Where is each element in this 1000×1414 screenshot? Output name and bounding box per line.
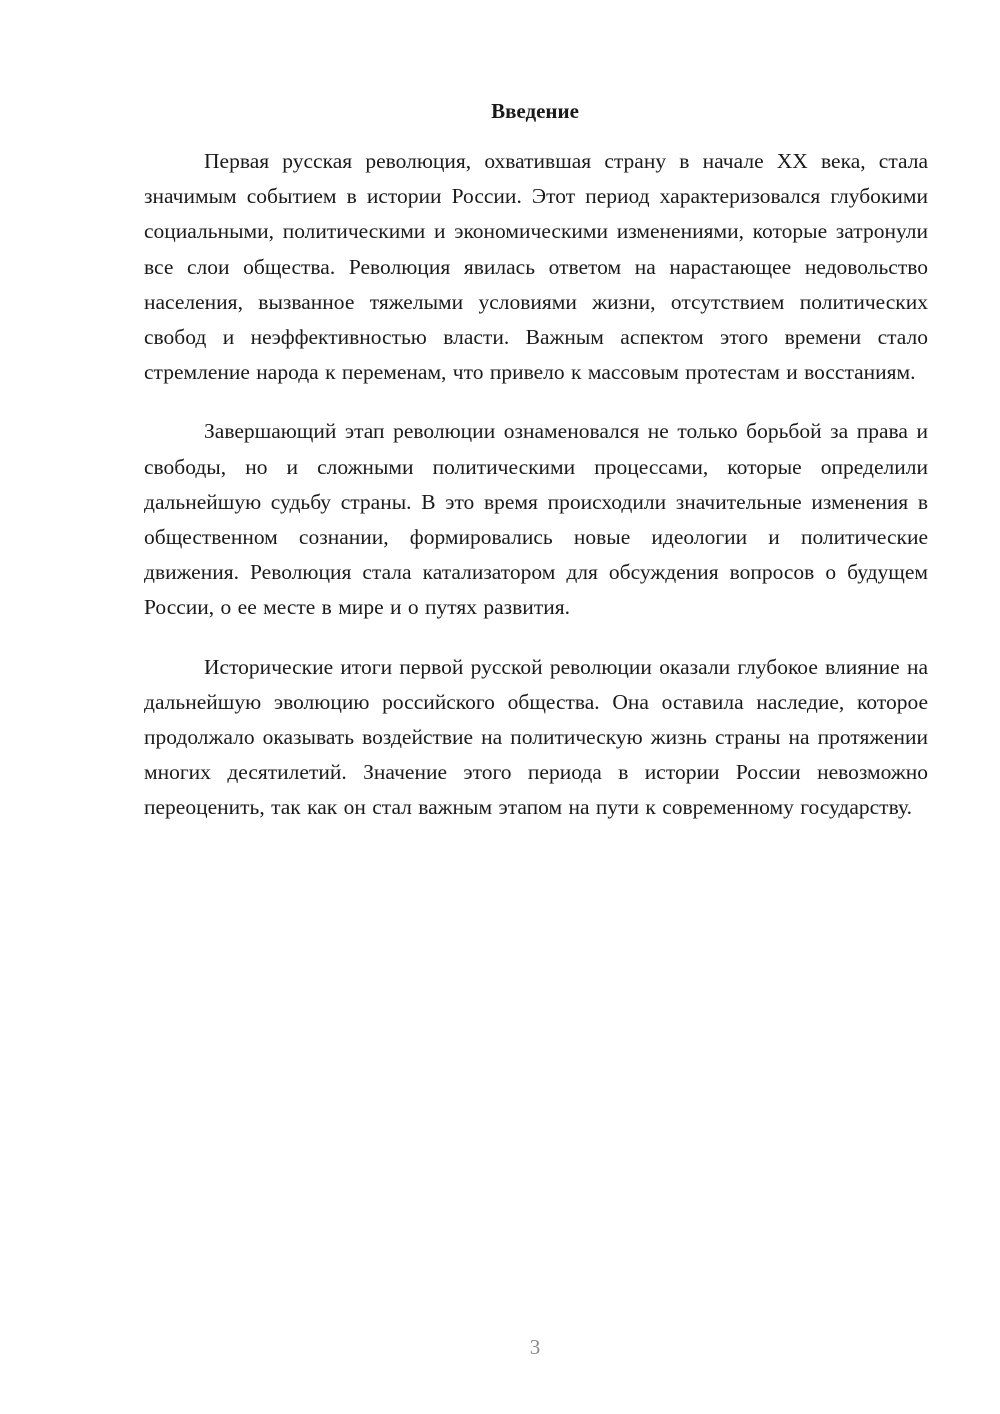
paragraph-1: Первая русская революция, охватившая страну в начале XX века, стала значимым событием в истории России. Этот период характеризовался глубокими социальными, политическими и экономическими изменениями, которые затронули все слои общества. Революция явилась ответом на нарастающее недовольство населения, вызванное тяжелыми условиями жизни, отсутствием политических свобод и неэффективностью власти. Важным аспектом этого времени стало стремление народа к переменам, что привело к массовым протестам и восстаниям. (144, 149, 928, 385)
page-number: 3 (529, 1335, 541, 1359)
body-text (144, 144, 928, 826)
paragraph-2: Завершающий этап революции ознаменовался не только борьбой за права и свободы, но и сложными политическими процессами, которые определили дальнейшую судьбу страны. В это время происходили значительные изменения в общественном сознании, формировались новые идеологии и политические движения. Революция стала катализатором для обсуждения вопросов о будущем России, о ее месте в мире и о путях развития. (144, 419, 928, 620)
paragraph-3: Исторические итоги первой русской революции оказали глубокое влияние на дальнейшую эволюцию российского общества. Она оставила наследие, которое продолжало оказывать воздействие на политическую жизнь страны на протяжении многих десятилетий. Значение этого периода в истории России невозможно переоценить, так как он стал важным этапом на пути к современному государству. (144, 654, 928, 820)
section-heading: Введение (491, 99, 579, 123)
